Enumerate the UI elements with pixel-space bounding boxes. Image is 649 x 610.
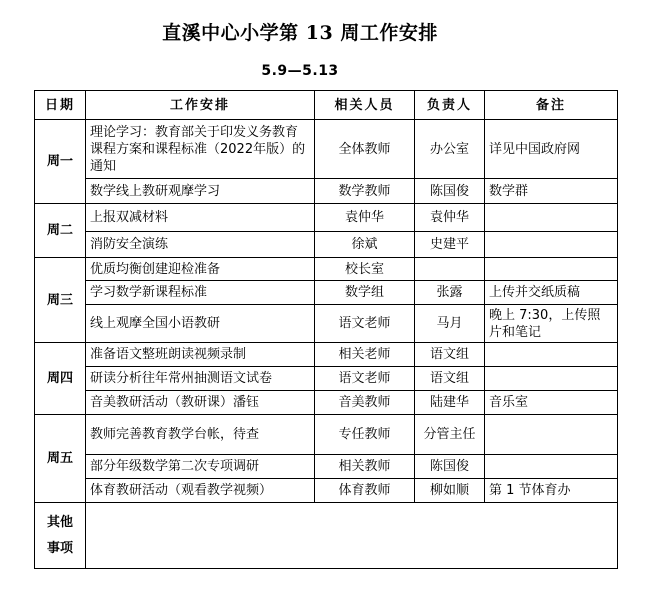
task-cell: 研读分析往年常州抽测语文试卷 bbox=[86, 367, 315, 391]
people-cell: 袁仲华 bbox=[315, 204, 415, 232]
table-row bbox=[35, 391, 618, 415]
day-label-wednesday: 周三 bbox=[35, 258, 86, 343]
task-cell: 音美教研活动（教研课）潘钰 bbox=[86, 391, 315, 415]
task-cell: 数学线上教研观摩学习 bbox=[86, 179, 315, 204]
note-cell: 音乐室 bbox=[485, 391, 618, 415]
people-cell: 语文老师 bbox=[315, 367, 415, 391]
header-note: 备注 bbox=[485, 91, 618, 120]
note-cell bbox=[485, 455, 618, 479]
schedule-table bbox=[34, 90, 618, 569]
lead-cell: 语文组 bbox=[415, 367, 485, 391]
note-cell: 数学群 bbox=[485, 179, 618, 204]
note-cell: 上传并交纸质稿 bbox=[485, 281, 618, 305]
table-row bbox=[35, 179, 618, 204]
note-cell bbox=[485, 232, 618, 258]
note-cell bbox=[485, 415, 618, 455]
table-row bbox=[35, 204, 618, 232]
task-cell: 部分年级数学第二次专项调研 bbox=[86, 455, 315, 479]
note-cell: 第 1 节体育办 bbox=[485, 479, 618, 503]
table-row bbox=[35, 305, 618, 343]
people-cell: 相关教师 bbox=[315, 455, 415, 479]
task-cell: 理论学习：教育部关于印发义务教育课程方案和课程标准（2022年版）的通知 bbox=[86, 120, 315, 179]
task-cell: 教师完善教育教学台帐，待查 bbox=[86, 415, 315, 455]
table-row bbox=[35, 455, 618, 479]
people-cell: 全体教师 bbox=[315, 120, 415, 179]
day-label-thursday: 周四 bbox=[35, 343, 86, 415]
header-lead: 负责人 bbox=[415, 91, 485, 120]
note-cell bbox=[485, 258, 618, 281]
note-cell bbox=[485, 343, 618, 367]
people-cell: 相关老师 bbox=[315, 343, 415, 367]
day-label-monday: 周一 bbox=[35, 120, 86, 204]
other-matters-label: 其他事项 bbox=[46, 514, 73, 556]
task-cell: 准备语文整班朗读视频录制 bbox=[86, 343, 315, 367]
people-cell: 语文老师 bbox=[315, 305, 415, 343]
header-day: 日期 bbox=[35, 91, 86, 120]
day-label-tuesday: 周二 bbox=[35, 204, 86, 258]
lead-cell bbox=[415, 258, 485, 281]
other-matters-label-cell bbox=[35, 503, 86, 569]
task-cell: 消防安全演练 bbox=[86, 232, 315, 258]
lead-cell: 分管主任 bbox=[415, 415, 485, 455]
table-row bbox=[35, 343, 618, 367]
lead-cell: 马月 bbox=[415, 305, 485, 343]
lead-cell: 张露 bbox=[415, 281, 485, 305]
header-people: 相关人员 bbox=[315, 91, 415, 120]
table-header-row bbox=[35, 91, 618, 120]
lead-cell: 柳如顺 bbox=[415, 479, 485, 503]
date-range: 5.9—5.13 bbox=[261, 63, 339, 79]
table-row bbox=[35, 232, 618, 258]
people-cell: 徐斌 bbox=[315, 232, 415, 258]
lead-cell: 史建平 bbox=[415, 232, 485, 258]
lead-cell: 袁仲华 bbox=[415, 204, 485, 232]
task-cell: 学习数学新课程标准 bbox=[86, 281, 315, 305]
lead-cell: 陈国俊 bbox=[415, 179, 485, 204]
people-cell: 数学教师 bbox=[315, 179, 415, 204]
other-matters-row bbox=[35, 503, 618, 569]
people-cell: 数学组 bbox=[315, 281, 415, 305]
table-row bbox=[35, 415, 618, 455]
other-matters-content bbox=[86, 503, 618, 569]
note-cell bbox=[485, 367, 618, 391]
table-row bbox=[35, 479, 618, 503]
table-row bbox=[35, 281, 618, 305]
table-row bbox=[35, 258, 618, 281]
task-cell: 体育教研活动（观看教学视频） bbox=[86, 479, 315, 503]
lead-cell: 办公室 bbox=[415, 120, 485, 179]
lead-cell: 语文组 bbox=[415, 343, 485, 367]
page-title: 直溪中心小学第 13 周工作安排 bbox=[162, 22, 438, 44]
task-cell: 优质均衡创建迎检准备 bbox=[86, 258, 315, 281]
lead-cell: 陈国俊 bbox=[415, 455, 485, 479]
day-label-friday: 周五 bbox=[35, 415, 86, 503]
task-cell: 上报双减材料 bbox=[86, 204, 315, 232]
note-cell bbox=[485, 204, 618, 232]
people-cell: 校长室 bbox=[315, 258, 415, 281]
task-cell: 线上观摩全国小语教研 bbox=[86, 305, 315, 343]
people-cell: 音美教师 bbox=[315, 391, 415, 415]
lead-cell: 陆建华 bbox=[415, 391, 485, 415]
table-row bbox=[35, 120, 618, 179]
people-cell: 体育教师 bbox=[315, 479, 415, 503]
people-cell: 专任教师 bbox=[315, 415, 415, 455]
note-cell: 详见中国政府网 bbox=[485, 120, 618, 179]
table-row bbox=[35, 367, 618, 391]
note-cell: 晚上 7:30，上传照片和笔记 bbox=[485, 305, 618, 343]
header-task: 工作安排 bbox=[86, 91, 315, 120]
